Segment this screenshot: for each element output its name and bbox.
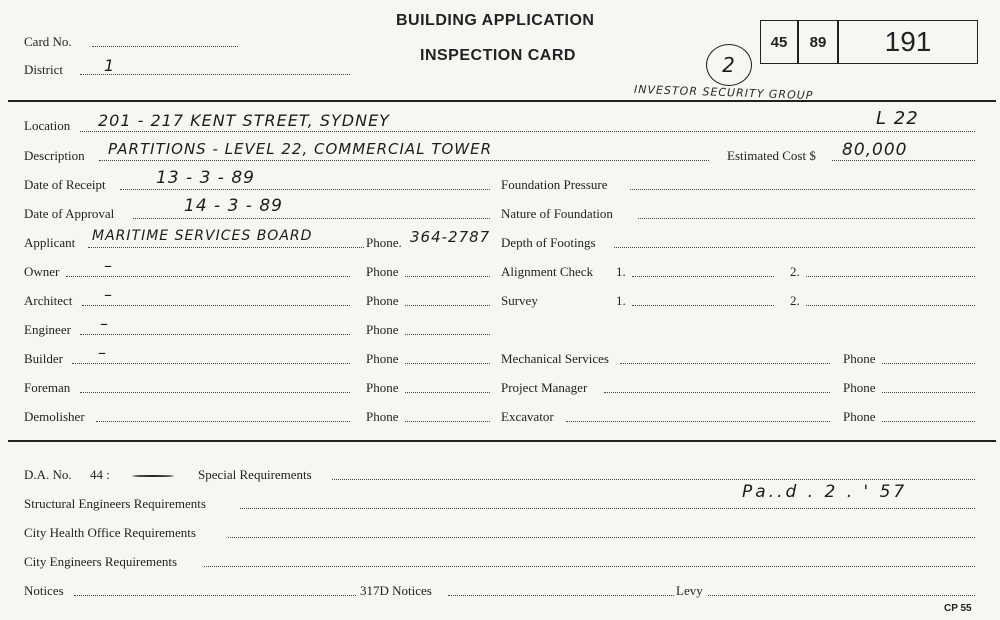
builder-phone-field[interactable] [405, 363, 490, 364]
engineer-field[interactable] [80, 334, 350, 335]
form-code: CP 55 [944, 603, 972, 614]
owner-phone-field[interactable] [405, 276, 490, 277]
ref-box-3: 191 [838, 20, 978, 64]
engineer-label: Engineer [24, 322, 71, 337]
location-field[interactable] [80, 131, 975, 132]
alignment-check-field-1[interactable] [632, 276, 774, 277]
district-value: 1 [104, 56, 116, 75]
survey-n1: 1. [616, 293, 626, 308]
builder-label: Builder [24, 351, 63, 366]
date-of-approval-label: Date of Approval [24, 206, 115, 221]
levy-label: Levy [676, 583, 703, 598]
alignment-check-label: Alignment Check [501, 264, 594, 279]
applicant-field[interactable] [88, 247, 364, 248]
da-no-dash [132, 475, 174, 477]
project-manager-phone-field[interactable] [882, 392, 975, 393]
description-label: Description [24, 148, 85, 163]
alignment-check-n2: 2. [790, 264, 800, 279]
date-of-approval-field[interactable] [133, 218, 490, 219]
survey-field-2[interactable] [806, 305, 975, 306]
demolisher-label: Demolisher [24, 409, 85, 424]
nature-of-foundation-field[interactable] [638, 218, 975, 219]
estimated-cost-value: 80,000 [842, 140, 908, 160]
excavator-label: Excavator [501, 409, 554, 424]
handwritten-level: L 22 [876, 108, 919, 129]
owner-field[interactable] [66, 276, 350, 277]
mechanical-services-phone-field[interactable] [882, 363, 975, 364]
circled-number [706, 44, 752, 86]
foreman-phone-field[interactable] [405, 392, 490, 393]
requirements-divider [8, 440, 996, 442]
notices-317d-label: 317D Notices [360, 583, 432, 598]
excavator-phone-label: Phone [843, 409, 876, 424]
form-title-line1: BUILDING APPLICATION [396, 12, 595, 29]
ref-box-1: 45 [760, 20, 798, 64]
architect-phone-field[interactable] [405, 305, 490, 306]
notices-label: Notices [24, 583, 64, 598]
structural-handwritten: Pa..d . 2 . ' 57 [742, 482, 908, 502]
builder-field[interactable] [72, 363, 350, 364]
mechanical-services-label: Mechanical Services [501, 351, 609, 366]
foundation-pressure-field[interactable] [630, 189, 975, 190]
builder-value: – [98, 343, 107, 362]
description-field[interactable] [99, 160, 709, 161]
foreman-phone-label: Phone [366, 380, 399, 395]
foreman-field[interactable] [80, 392, 350, 393]
applicant-label: Applicant [24, 235, 76, 250]
demolisher-field[interactable] [96, 421, 350, 422]
foundation-pressure-label: Foundation Pressure [501, 177, 608, 192]
applicant-phone-label: Phone. [366, 235, 402, 250]
levy-field[interactable] [708, 595, 975, 596]
architect-value: – [104, 285, 113, 304]
notices-317d-field[interactable] [448, 595, 674, 596]
depth-of-footings-label: Depth of Footings [501, 235, 596, 250]
alignment-check-field-2[interactable] [806, 276, 975, 277]
owner-label: Owner [24, 264, 60, 279]
da-no-label: D.A. No. [24, 467, 72, 482]
date-of-receipt-label: Date of Receipt [24, 177, 106, 192]
card-no-label: Card No. [24, 34, 72, 49]
special-requirements-label: Special Requirements [198, 467, 312, 482]
survey-field-1[interactable] [632, 305, 774, 306]
engineer-phone-field[interactable] [405, 334, 490, 335]
handwritten-note: INVESTOR SECURITY GROUP [633, 82, 814, 103]
engineers-requirements-label: City Engineers Requirements [24, 554, 178, 569]
survey-label: Survey [501, 293, 538, 308]
special-requirements-field[interactable] [332, 479, 975, 480]
architect-field[interactable] [82, 305, 350, 306]
engineer-phone-label: Phone [366, 322, 399, 337]
district-field[interactable] [80, 74, 350, 75]
demolisher-phone-label: Phone [366, 409, 399, 424]
district-label: District [24, 62, 63, 77]
survey-n2: 2. [790, 293, 800, 308]
date-of-approval-value: 14 - 3 - 89 [184, 196, 283, 216]
builder-phone-label: Phone [366, 351, 399, 366]
project-manager-field[interactable] [604, 392, 830, 393]
estimated-cost-field[interactable] [832, 160, 975, 161]
alignment-check-n1: 1. [616, 264, 626, 279]
architect-label: Architect [24, 293, 73, 308]
owner-phone-label: Phone [366, 264, 399, 279]
estimated-cost-label: Estimated Cost $ [727, 148, 816, 163]
description-value: PARTITIONS - LEVEL 22, COMMERCIAL TOWER [108, 140, 493, 158]
project-manager-label: Project Manager [501, 380, 588, 395]
architect-phone-label: Phone [366, 293, 399, 308]
date-of-receipt-field[interactable] [120, 189, 490, 190]
excavator-field[interactable] [566, 421, 830, 422]
health-requirements-field[interactable] [228, 537, 975, 538]
mechanical-services-field[interactable] [620, 363, 830, 364]
health-requirements-label: City Health Office Requirements [24, 525, 196, 540]
da-no-value: 44 : [90, 467, 110, 482]
engineer-value: – [100, 314, 109, 333]
mechanical-services-phone-label: Phone [843, 351, 876, 366]
ref-box-2: 89 [798, 20, 838, 64]
card-no-field[interactable] [92, 46, 238, 47]
applicant-value: MARITIME SERVICES BOARD [92, 228, 313, 244]
engineers-requirements-field[interactable] [204, 566, 975, 567]
header-divider [8, 100, 996, 102]
demolisher-phone-field[interactable] [405, 421, 490, 422]
form-title-line2: INSPECTION CARD [420, 47, 576, 64]
owner-value: – [104, 256, 113, 275]
excavator-phone-field[interactable] [882, 421, 975, 422]
location-value: 201 - 217 KENT STREET, SYDNEY [98, 111, 390, 130]
project-manager-phone-label: Phone [843, 380, 876, 395]
structural-requirements-label: Structural Engineers Requirements [24, 496, 206, 511]
location-label: Location [24, 118, 71, 133]
date-of-receipt-value: 13 - 3 - 89 [156, 168, 255, 188]
applicant-phone-value: 364-2787 [410, 228, 491, 246]
depth-of-footings-field[interactable] [614, 247, 975, 248]
foreman-label: Foreman [24, 380, 71, 395]
nature-of-foundation-label: Nature of Foundation [501, 206, 613, 221]
notices-field[interactable] [74, 595, 356, 596]
structural-requirements-field[interactable] [240, 508, 975, 509]
circled-number-value: 2 [722, 53, 736, 77]
